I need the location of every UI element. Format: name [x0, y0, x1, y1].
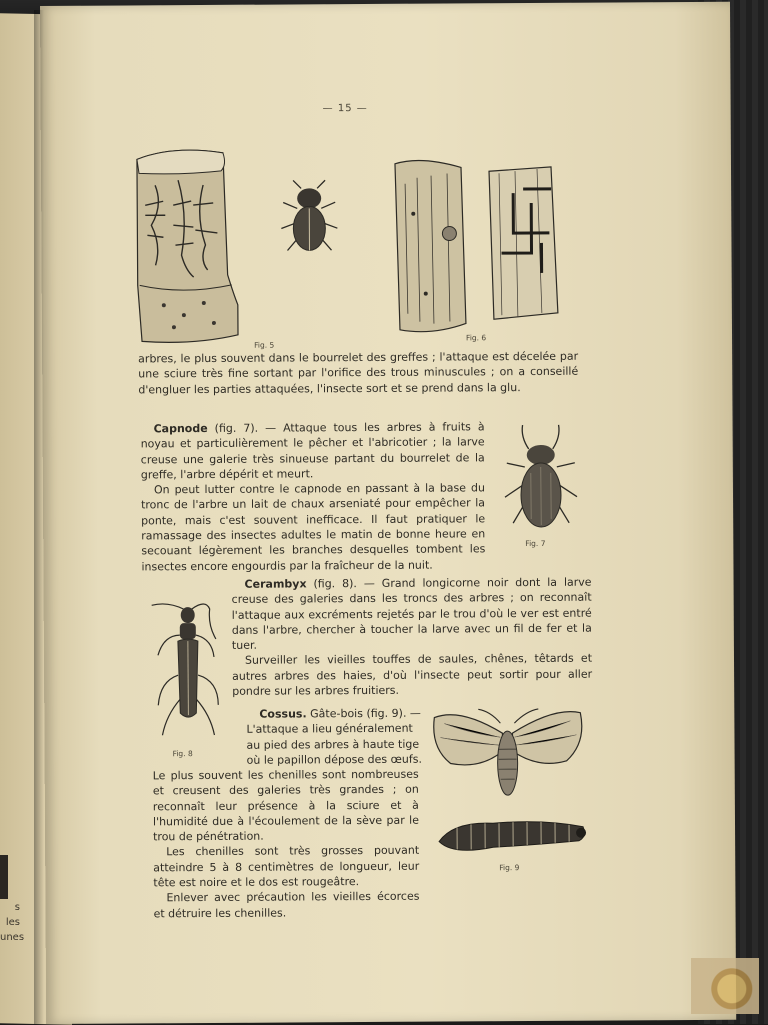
fig7-caption: Fig. 7 — [525, 538, 546, 549]
capnode-paragraph-2: On peut lutter contre le capnode en passant à la base du tronc de l'arbre un lait de chaux arseniaté pour empêcher la ponte, mais c'est souvent inefficace. Il faut pratiquer le ramassage des insectes adultes le matin de bonne heure en secouant légèrement les branches desquelles tombent les insectes encore engourdis par la fraîcheur de la nuit. — [141, 481, 486, 574]
cossus-line-2: au pied des arbres à haute tige — [246, 737, 420, 752]
left-page-illustration-fragment — [0, 855, 8, 899]
cerambyx-ref: (fig. 8). — — [306, 576, 382, 591]
fig6-illustration — [391, 153, 572, 343]
left-fragment-line-1: s les — [5, 902, 20, 928]
cossus-ref: Gâte-bois (fig. 9). — — [306, 706, 421, 721]
cerambyx-text: Grand longicorne noir dont la larve creuse des galeries dans les troncs des arbres ; on reconnaît l'attaque aux excréments rejetés par le trou d'où le ver est entré dans l'arbre, chercher à toucher la larve avec un fil de fer et la tuer. — [231, 575, 592, 653]
corner-thumbnail — [691, 958, 759, 1014]
fig5-beetle-illustration — [279, 178, 340, 262]
cerambyx-section — [231, 575, 592, 700]
cossus-paragraph-2: Les chenilles sont très grosses pouvant atteindre 5 à 8 centimètres de longueur, leur tête est noire et le dos est rougeâtre. — [153, 844, 420, 890]
cossus-text: Le plus souvent les chenilles sont nombreuses et creusent des galeries très grandes ; on reconnaît leur présence à la sciure et à l'humidité due à l'écoulement de la sève par le trou de pénétration. — [152, 767, 420, 844]
intro-paragraph: arbres, le plus souvent dans le bourrelet des greffes ; l'attaque est décelée par une sciure très fine sortant par l'orifice des trous minuscules ; on a conseillé d'engluer les parties attaquées, l'insecte sort et se prend dans la glu. — [138, 349, 579, 397]
fig5-illustration — [133, 145, 244, 346]
fig8-illustration — [148, 595, 229, 745]
fig8-caption: Fig. 8 — [172, 749, 193, 759]
page-number: — 15 — — [322, 103, 368, 115]
capnode-text: Attaque tous les arbres à fruits à noyau et particulièrement le pêcher et l'abricotier ; la larve creuse une galerie très sinueuse partant du bourrelet de la greffe, l'arbre dépérit et meurt. — [140, 420, 485, 482]
fig9-caption: Fig. 9 — [499, 863, 520, 873]
cossus-paragraph-3: Enlever avec précaution les vieilles écorces et détruire les chenilles. — [153, 890, 420, 920]
capnode-name: Capnode — [153, 421, 208, 436]
cossus-name: Cossus. — [259, 707, 307, 721]
fig9-caterpillar-illustration — [433, 811, 589, 860]
fig5-caption: Fig. 5 — [254, 340, 275, 350]
left-fragment-line-2: unes — [0, 932, 25, 943]
book-page — [40, 2, 736, 1024]
cossus-body — [153, 767, 420, 922]
capnode-ref: (fig. 7). — — [207, 421, 284, 435]
cossus-heading-block — [246, 706, 436, 768]
cerambyx-name: Cerambyx — [244, 577, 307, 591]
cerambyx-paragraph-2: Surveiller les vieilles touffes de saules, chênes, têtards et autres arbres des haies, d'où l'insecte peut sortir pour aller pondre sur les arbres fruitiers. — [232, 652, 593, 698]
cossus-line-1: L'attaque a lieu généralement — [246, 722, 413, 737]
book-spine-shadow — [34, 10, 44, 1024]
fig6-caption: Fig. 6 — [466, 333, 487, 343]
cossus-line-3: où le papillon dépose des œufs. — [246, 752, 423, 767]
capnode-section — [141, 419, 486, 574]
fig9-moth-illustration — [430, 703, 587, 800]
fig7-illustration — [501, 423, 582, 537]
